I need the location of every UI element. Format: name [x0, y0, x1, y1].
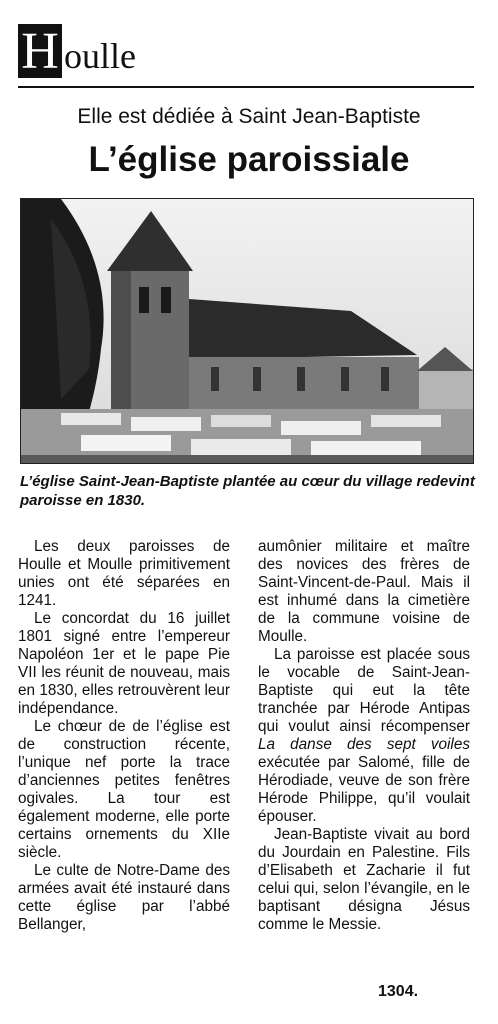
- article-paragraph: Le concordat du 16 juillet 1801 signé entre l’empereur Napoléon 1er et le pape Pie VII les réunit de nouveau, mais en 1830, elles retrouvèrent leur indépendance.: [18, 610, 230, 717]
- article-paragraph: Les deux paroisses de Houlle et Moulle primitivement unies ont été séparées en 1241.: [18, 538, 230, 609]
- article-paragraph: aumônier militaire et maître des novices des frères de Saint-Vincent-de-Paul. Mais il est inhumé dans la cimetière de la commune voisine de Moulle.: [258, 538, 470, 645]
- article-paragraph: Jean-Baptiste vivait au bord du Jourdain en Palestine. Fils d’Elisabeth et Zacharie il fut celui qui, selon l’évangile, en le baptisant désigna Jésus comme le Messie.: [258, 826, 470, 933]
- paragraph-text: La paroisse est placée sous le vocable de Saint-Jean-Baptiste qui eut la tête tranchée par Hérode Antipas qui voulut ainsi récompenser: [258, 646, 470, 735]
- article-paragraph: Le chœur de de l’église est de construction récente, l’unique nef porte la trace d’anciennes petites fenêtres ogivales. La tour est également moderne, elle porte certains ornements du XIIe siècle.: [18, 718, 230, 861]
- dropcap-initial: H: [18, 24, 62, 78]
- work-title: La danse des sept voiles: [258, 736, 470, 753]
- church-photo: [20, 198, 474, 464]
- church-photo-icon: [21, 199, 473, 463]
- place-heading: [18, 24, 470, 80]
- paragraph-text: exécutée par Salomé, fille de Hérodiade, veuve de son frère Hérode Philippe, qu’il voulait épouser.: [258, 754, 470, 825]
- kicker: Elle est dédiée à Saint Jean-Baptiste: [77, 105, 421, 128]
- page-number: 1304.: [378, 983, 419, 1000]
- headline: L’église paroissiale: [88, 140, 410, 179]
- article-paragraph: [258, 646, 470, 826]
- header-rule: [18, 86, 474, 88]
- photo-caption: L’église Saint-Jean-Baptiste plantée au cœur du village redevint paroisse en 1830.: [20, 473, 475, 509]
- place-name: oulle: [64, 36, 136, 76]
- article-column-right: [258, 538, 470, 934]
- article-column-left: [18, 538, 230, 934]
- article-paragraph: Le culte de Notre-Dame des armées avait été instauré dans cette église par l’abbé Bellanger,: [18, 862, 230, 933]
